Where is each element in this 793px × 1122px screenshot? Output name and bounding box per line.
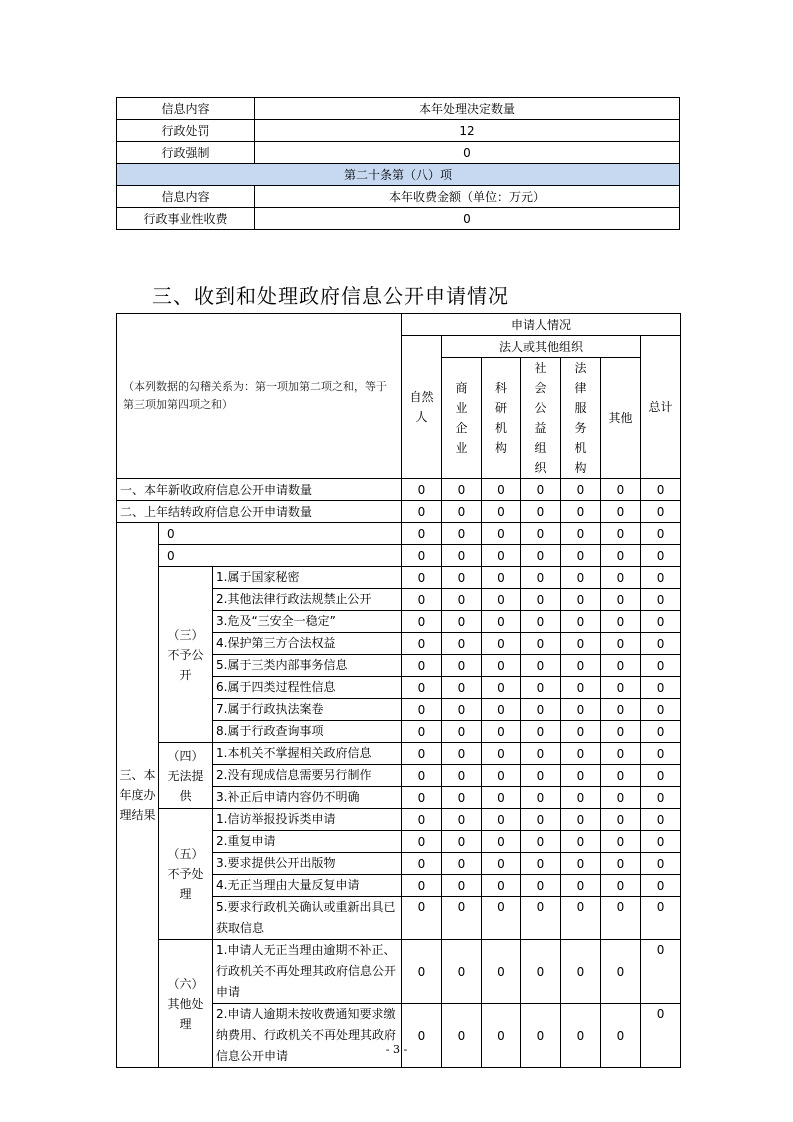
table-cell: 0 (561, 523, 601, 545)
row-label: 行政处罚 (117, 120, 255, 142)
table-cell: 0 (561, 875, 601, 897)
table-cell: 0 (482, 897, 521, 940)
item-label: 2.申请人逾期未按收费通知要求缴纳费用、行政机关不再处理其政府信息公开申请 (213, 1004, 402, 1068)
item-label: 6.属于四类过程性信息 (213, 677, 402, 699)
table-cell: 0 (402, 479, 442, 501)
table-cell: 0 (641, 743, 681, 765)
table-cell: 0 (402, 940, 442, 1004)
table-cell: 0 (402, 897, 442, 940)
table-cell: 0 (442, 567, 482, 589)
table-cell: 0 (482, 611, 521, 633)
table-cell: 0 (402, 765, 442, 787)
table-cell: 0 (442, 787, 482, 809)
table-cell: 0 (402, 743, 442, 765)
table-cell: 0 (482, 501, 521, 523)
subgroup-label: （六）其他处理 (159, 940, 213, 1068)
column-header: 商业企业 (442, 358, 482, 479)
item-label: 3.危及“三安全一稳定” (213, 611, 402, 633)
table-cell: 0 (482, 479, 521, 501)
table-cell: 0 (601, 545, 641, 567)
header-cell: 本年处理决定数量 (255, 98, 680, 120)
table-cell: 0 (521, 545, 561, 567)
table-cell: 0 (521, 875, 561, 897)
page-number: - 3 - (385, 1043, 408, 1056)
table-cell: 0 (601, 655, 641, 677)
table-cell: 0 (482, 523, 521, 545)
table-cell: 0 (402, 545, 442, 567)
table-row (117, 208, 680, 230)
table-cell: 0 (521, 501, 561, 523)
table-cell: 0 (442, 611, 482, 633)
table-cell: 0 (641, 677, 681, 699)
subgroup-label: （四）无法提供 (159, 743, 213, 809)
table-note: （本列数据的勾稽关系为：第一项加第二项之和，等于第三项加第四项之和） (117, 314, 402, 479)
table-cell: 0 (601, 743, 641, 765)
table-cell: 0 (482, 1004, 521, 1068)
table-cell: 0 (561, 545, 601, 567)
table-cell: 0 (442, 897, 482, 940)
natural-person-header: 自然人 (402, 336, 442, 479)
table-cell: 0 (482, 567, 521, 589)
row-label: 一、本年新收政府信息公开申请数量 (117, 479, 402, 501)
row-label: 行政事业性收费 (117, 208, 255, 230)
table-cell: 0 (402, 787, 442, 809)
table-cell: 0 (561, 655, 601, 677)
column-header: 科研机构 (482, 358, 521, 479)
table-row (117, 545, 681, 567)
table-cell: 0 (402, 633, 442, 655)
table-cell: 0 (641, 501, 681, 523)
table-cell: 0 (402, 589, 442, 611)
table-cell: 0 (601, 853, 641, 875)
table-cell: 0 (442, 875, 482, 897)
table-cell: 0 (641, 655, 681, 677)
row-value: 0 (255, 142, 680, 164)
table-cell: 0 (521, 677, 561, 699)
table-cell: 0 (561, 589, 601, 611)
table-cell: 0 (641, 589, 681, 611)
table-cell: 0 (442, 721, 482, 743)
table-cell: 0 (442, 589, 482, 611)
legal-person-header: 法人或其他组织 (442, 336, 641, 358)
table-cell: 0 (402, 523, 442, 545)
table-cell: 0 (402, 611, 442, 633)
item-label: 4.无正当理由大量反复申请 (213, 875, 402, 897)
table-cell: 0 (641, 809, 681, 831)
table-cell: 0 (601, 831, 641, 853)
table-cell: 0 (561, 677, 601, 699)
table-row (117, 940, 681, 1004)
table-cell: 0 (601, 523, 641, 545)
table-cell: 0 (601, 875, 641, 897)
table-cell: 0 (641, 765, 681, 787)
table-cell: 0 (521, 787, 561, 809)
table-cell: 0 (641, 787, 681, 809)
table-cell: 0 (641, 831, 681, 853)
table-cell: 0 (641, 897, 681, 940)
item-label: 2.重复申请 (213, 831, 402, 853)
item-label: 3.补正后申请内容仍不明确 (213, 787, 402, 809)
table-cell: 0 (521, 743, 561, 765)
table-cell: 0 (521, 589, 561, 611)
table-cell: 0 (442, 523, 482, 545)
table-cell: 0 (641, 523, 681, 545)
table-cell: 0 (402, 875, 442, 897)
table-cell: 0 (601, 809, 641, 831)
table-cell: 0 (601, 787, 641, 809)
table-row (117, 743, 681, 765)
table-cell: 0 (601, 897, 641, 940)
table-cell: 0 (482, 765, 521, 787)
table-cell: 0 (561, 940, 601, 1004)
item-label: 7.属于行政执法案卷 (213, 699, 402, 721)
table-cell: 0 (521, 940, 561, 1004)
table-cell: 0 (442, 677, 482, 699)
table-row (117, 809, 681, 831)
table-row (117, 120, 680, 142)
table-cell: 0 (561, 853, 601, 875)
table-cell: 0 (442, 633, 482, 655)
table-cell: 0 (442, 743, 482, 765)
table-cell: 0 (442, 853, 482, 875)
table-cell: 0 (641, 940, 681, 1004)
table-cell: 0 (561, 567, 601, 589)
table-cell: 0 (482, 633, 521, 655)
table-cell: 0 (482, 721, 521, 743)
table-cell: 0 (561, 897, 601, 940)
table-cell: 0 (402, 853, 442, 875)
header-cell: 本年收费金额（单位：万元） (255, 186, 680, 208)
item-label: 8.属于行政查询事项 (213, 721, 402, 743)
row-label: 二、上年结转政府信息公开申请数量 (117, 501, 402, 523)
table-cell: 0 (521, 655, 561, 677)
table-cell: 0 (482, 743, 521, 765)
table-cell: 0 (641, 479, 681, 501)
item-label: 1.信访举报投诉类申请 (213, 809, 402, 831)
table-cell: 0 (641, 633, 681, 655)
table-cell: 0 (561, 479, 601, 501)
table-cell: 0 (601, 633, 641, 655)
table-cell: 0 (442, 501, 482, 523)
table-row (117, 186, 680, 208)
table-cell: 0 (442, 765, 482, 787)
table-cell: 0 (521, 721, 561, 743)
table-cell: 0 (521, 853, 561, 875)
table-cell: 0 (641, 699, 681, 721)
table-row (117, 523, 681, 545)
table-cell: 0 (561, 721, 601, 743)
row-value: 12 (255, 120, 680, 142)
table-cell: 0 (601, 501, 641, 523)
table-cell: 0 (641, 545, 681, 567)
subgroup-label: （三）不予公开 (159, 567, 213, 743)
table-cell: 0 (482, 853, 521, 875)
table-cell: 0 (442, 545, 482, 567)
item-label: 1.申请人无正当理由逾期不补正、行政机关不再处理其政府信息公开申请 (213, 940, 402, 1004)
row-value: 0 (255, 208, 680, 230)
column-header: 其他 (601, 358, 641, 479)
item-label: 2.没有现成信息需要另行制作 (213, 765, 402, 787)
row-label: 行政强制 (117, 142, 255, 164)
table-cell: 0 (561, 501, 601, 523)
statistics-table-upper (116, 97, 680, 230)
column-header: 法律服务机构 (561, 358, 601, 479)
section-banner: 第二十条第（八）项 (117, 164, 680, 186)
table-cell: 0 (402, 831, 442, 853)
table-row (117, 142, 680, 164)
applicant-header: 申请人情况 (402, 314, 681, 336)
table-cell: 0 (641, 721, 681, 743)
table-cell: 0 (641, 611, 681, 633)
row-label: 0 (159, 523, 402, 545)
table-cell: 0 (402, 567, 442, 589)
table-cell: 0 (482, 545, 521, 567)
table-cell: 0 (601, 1004, 641, 1068)
table-row (117, 479, 681, 501)
item-label: 2.其他法律行政法规禁止公开 (213, 589, 402, 611)
table-cell: 0 (601, 567, 641, 589)
table-cell: 0 (442, 699, 482, 721)
table-cell: 0 (402, 655, 442, 677)
item-label: 1.属于国家秘密 (213, 567, 402, 589)
table-row (117, 164, 680, 186)
table-cell: 0 (601, 677, 641, 699)
table-cell: 0 (601, 765, 641, 787)
table-cell: 0 (561, 611, 601, 633)
item-label: 1.本机关不掌握相关政府信息 (213, 743, 402, 765)
table-cell: 0 (521, 699, 561, 721)
application-statistics-table (116, 313, 681, 1068)
table-cell: 0 (482, 809, 521, 831)
table-cell: 0 (561, 1004, 601, 1068)
table-cell: 0 (601, 589, 641, 611)
total-header: 总计 (641, 336, 681, 479)
table-cell: 0 (482, 787, 521, 809)
table-cell: 0 (561, 699, 601, 721)
item-label: 4.保护第三方合法权益 (213, 633, 402, 655)
table-cell: 0 (482, 831, 521, 853)
header-cell: 信息内容 (117, 186, 255, 208)
header-cell: 信息内容 (117, 98, 255, 120)
row-label: 0 (159, 545, 402, 567)
table-cell: 0 (521, 897, 561, 940)
table-cell: 0 (561, 633, 601, 655)
table-cell: 0 (521, 633, 561, 655)
table-cell: 0 (601, 721, 641, 743)
table-cell: 0 (482, 677, 521, 699)
item-label: 3.要求提供公开出版物 (213, 853, 402, 875)
table-cell: 0 (442, 831, 482, 853)
table-cell: 0 (521, 809, 561, 831)
table-cell: 0 (641, 875, 681, 897)
table-cell: 0 (402, 721, 442, 743)
table-row (117, 501, 681, 523)
column-header: 社会公益组织 (521, 358, 561, 479)
table-cell: 0 (641, 1004, 681, 1068)
table-cell: 0 (521, 479, 561, 501)
table-row (117, 98, 680, 120)
table-cell: 0 (482, 655, 521, 677)
table-cell: 0 (402, 699, 442, 721)
section-title: 三、收到和处理政府信息公开申请情况 (152, 284, 509, 308)
table-cell: 0 (402, 1004, 442, 1068)
table-cell: 0 (561, 809, 601, 831)
table-cell: 0 (521, 611, 561, 633)
table-cell: 0 (482, 589, 521, 611)
table-cell: 0 (641, 567, 681, 589)
table-cell: 0 (601, 699, 641, 721)
table-header-row (117, 314, 681, 336)
table-cell: 0 (561, 765, 601, 787)
item-label: 5.属于三类内部事务信息 (213, 655, 402, 677)
table-cell: 0 (402, 809, 442, 831)
table-cell: 0 (601, 940, 641, 1004)
table-row (117, 567, 681, 589)
table-cell: 0 (561, 831, 601, 853)
table-cell: 0 (521, 765, 561, 787)
table-cell: 0 (442, 809, 482, 831)
table-cell: 0 (601, 611, 641, 633)
table-cell: 0 (402, 677, 442, 699)
table-cell: 0 (601, 479, 641, 501)
item-label: 5.要求行政机关确认或重新出具已获取信息 (213, 897, 402, 940)
table-cell: 0 (561, 743, 601, 765)
table-cell: 0 (521, 523, 561, 545)
table-cell: 0 (402, 501, 442, 523)
table-cell: 0 (521, 1004, 561, 1068)
table-cell: 0 (641, 853, 681, 875)
table-cell: 0 (442, 655, 482, 677)
group-label: 三、本年度办理结果 (117, 523, 159, 1068)
table-cell: 0 (442, 1004, 482, 1068)
table-cell: 0 (561, 787, 601, 809)
table-cell: 0 (482, 875, 521, 897)
table-cell: 0 (482, 940, 521, 1004)
table-cell: 0 (482, 699, 521, 721)
table-cell: 0 (521, 831, 561, 853)
table-cell: 0 (521, 567, 561, 589)
subgroup-label: （五）不予处理 (159, 809, 213, 940)
table-cell: 0 (442, 940, 482, 1004)
table-cell: 0 (442, 479, 482, 501)
